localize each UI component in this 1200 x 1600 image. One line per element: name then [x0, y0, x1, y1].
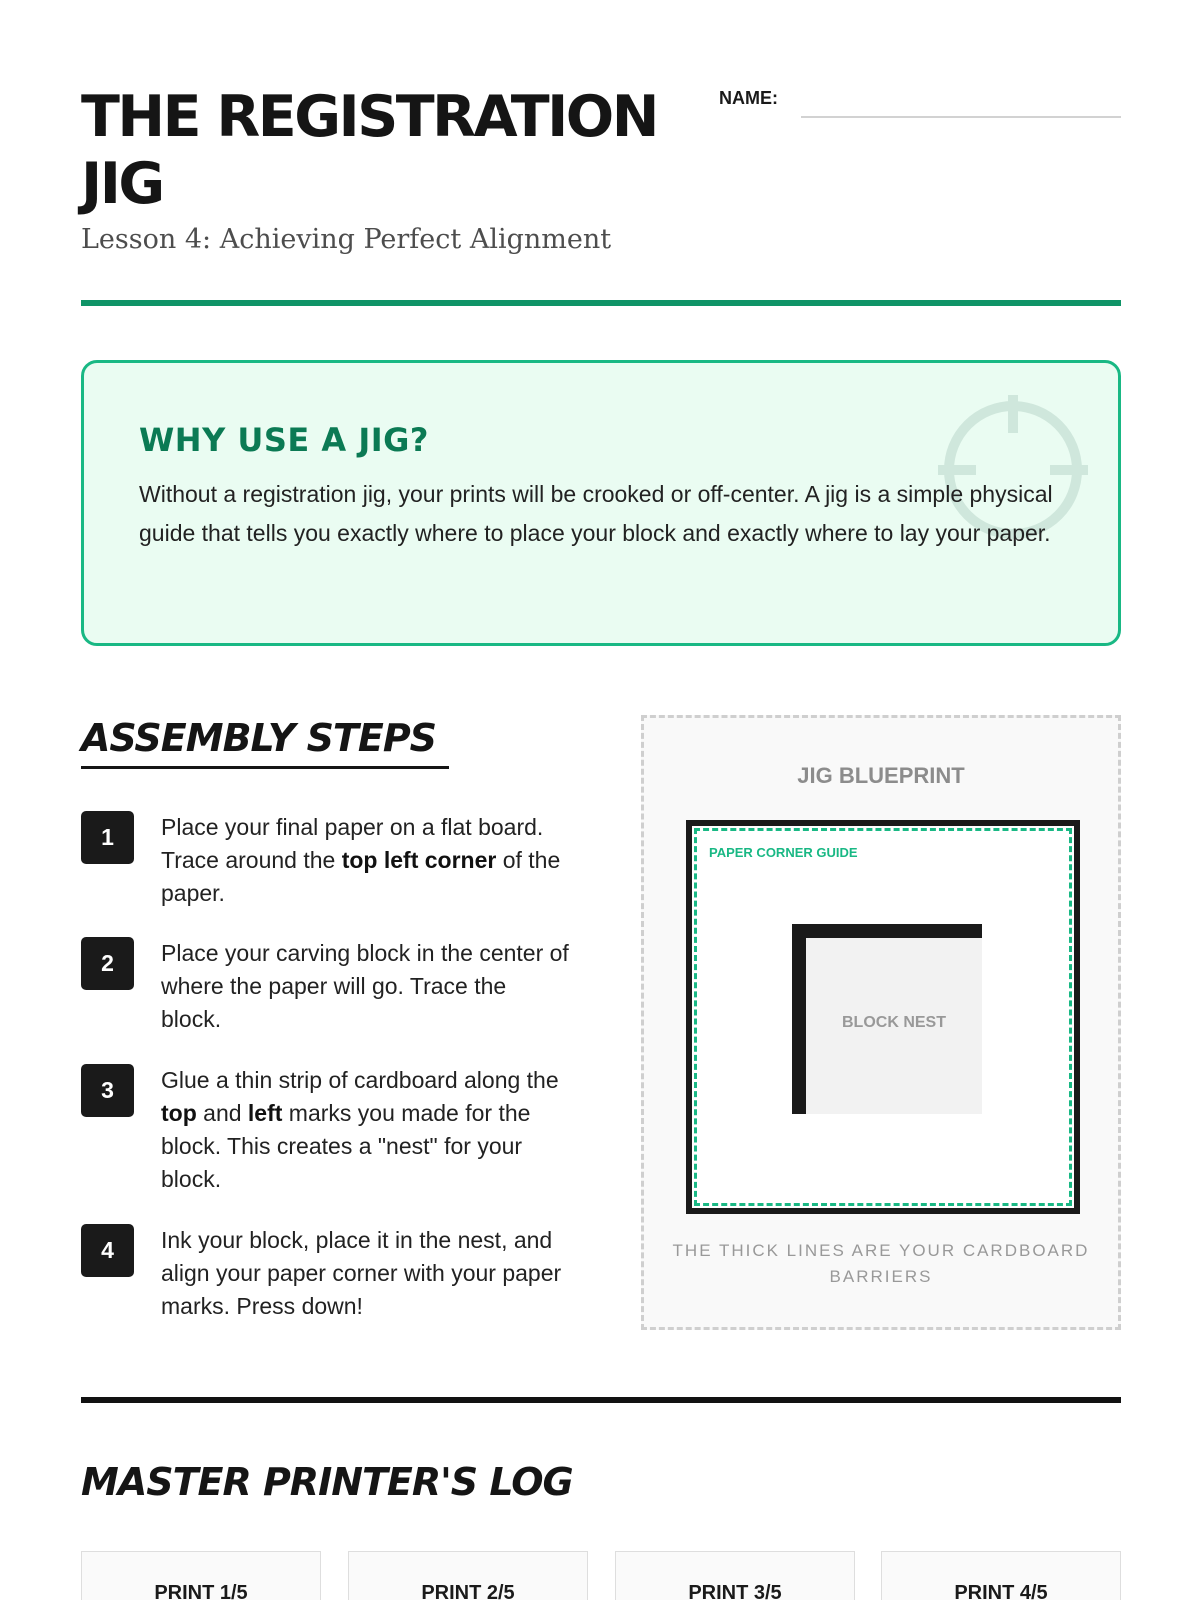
step-text: Glue a thin strip of cardboard along the top and left marks you made for the block. This creates a "nest" for your block. [161, 1067, 559, 1192]
step-text: Place your final paper on a flat board. Trace around the top left corner of the paper. [161, 814, 561, 906]
step-number: 3 [81, 1064, 134, 1117]
page-header [81, 84, 1121, 304]
paper-corner-guide-label: PAPER CORNER GUIDE [709, 845, 858, 860]
name-field[interactable] [801, 116, 1121, 118]
block-nest-label: BLOCK NEST [842, 1014, 946, 1031]
print-log-card: PRINT 2/5 [348, 1551, 588, 1600]
lesson-subtitle: Lesson 4: Achieving Perfect Alignment [81, 224, 612, 255]
blueprint-frame [686, 820, 1080, 1214]
print-log-card: PRINT 1/5 [81, 1551, 321, 1600]
steps-heading: ASSEMBLY STEPS [81, 716, 437, 760]
blueprint-title: JIG BLUEPRINT [797, 763, 965, 788]
blueprint-caption: THE THICK LINES ARE YOUR CARDBOARD BARRIERS [672, 1241, 1090, 1286]
step-text: Place your carving block in the center of where the paper will go. Trace the block. [161, 940, 569, 1032]
name-label: NAME: [719, 88, 778, 108]
step-text: Ink your block, place it in the nest, and align your paper corner with your paper marks. Press down! [161, 1227, 562, 1319]
log-heading: MASTER PRINTER'S LOG [81, 1460, 573, 1504]
page-title: THE REGISTRATION JIG [81, 84, 657, 217]
callout-text: Without a registration jig, your prints will be crooked or off-center. A jig is a simple physical guide that tells you exactly where to place your block and exactly where to lay your paper. [139, 481, 1053, 546]
print-log-card: PRINT 4/5 [881, 1551, 1121, 1600]
why-use-jig-callout [81, 360, 1121, 646]
header-divider [81, 300, 1121, 306]
step-number: 4 [81, 1224, 134, 1277]
steps-heading-underline [81, 766, 449, 769]
section-divider [81, 1397, 1121, 1403]
step-number: 2 [81, 937, 134, 990]
callout-title: WHY USE A JIG? [139, 421, 429, 459]
print-log-card: PRINT 3/5 [615, 1551, 855, 1600]
jig-blueprint-panel [641, 715, 1121, 1330]
block-nest [792, 924, 982, 1114]
step-number: 1 [81, 811, 134, 864]
